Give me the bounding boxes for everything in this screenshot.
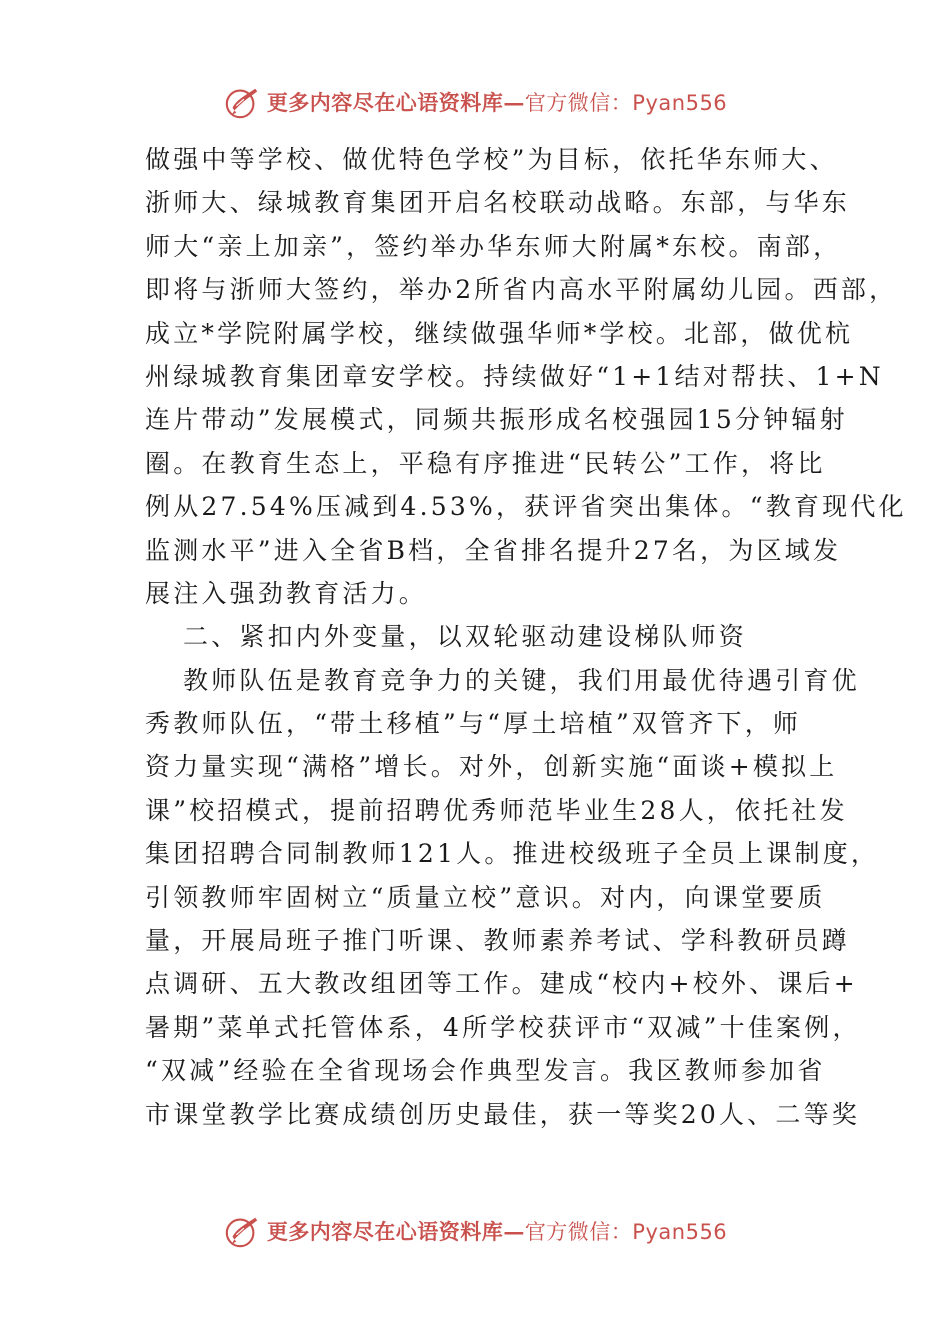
text-line: 资力量实现“满格”增长。对外，创新实施“面谈+模拟上	[145, 752, 838, 782]
text-line: 秀教师队伍，“带土移植”与“厚土培植”双管齐下，师	[145, 709, 802, 739]
footer-watermark	[0, 1211, 950, 1251]
text-line: 浙师大、绿城教育集团开启名校联动战略。东部，与华东	[145, 188, 851, 218]
watermark-brand: 更多内容尽在心语资料库	[266, 1219, 504, 1244]
document-body	[145, 138, 907, 1136]
watermark-text	[267, 1216, 727, 1246]
text-line: “双减”经验在全省现场会作典型发言。我区教师参加省	[145, 1056, 826, 1086]
text-line: 州绿城教育集团章安学校。持续做好“1+1结对帮扶、1+N	[145, 361, 884, 391]
watermark-wechat: 官方微信：Pyan556	[524, 91, 728, 115]
text-line: 做强中等学校、做优特色学校”为目标，依托华东师大、	[145, 145, 838, 174]
text-line: 暑期”菜单式托管体系，4所学校获评市“双减”十佳案例，	[145, 1012, 861, 1042]
text-line: 成立*学院附属学校，继续做强华师*学校。北部，做优杭	[145, 318, 854, 348]
text-line: 师大“亲上加亲”，签约举办华东师大附属*东校。南部，	[145, 231, 842, 261]
text-line: 展注入强劲教育活力。	[145, 578, 428, 608]
text-line: 集团招聘合同制教师121人。推进校级班子全员上课制度，	[145, 839, 880, 869]
pen-nib-logo-icon	[223, 1212, 261, 1250]
text-line: 课”校招模式，提前招聘优秀师范毕业生28人，依托社发	[145, 795, 848, 825]
watermark-brand: 更多内容尽在心语资料库	[266, 90, 504, 115]
pen-nib-logo-icon	[223, 83, 261, 121]
watermark-text	[267, 87, 727, 117]
text-line: 量，开展局班子推门听课、教师素养考试、学科教研员蹲	[145, 926, 851, 956]
text-line: 引领教师牢固树立“质量立校”意识。对内，向课堂要质	[145, 882, 826, 912]
text-line: 监测水平”进入全省B档，全省排名提升27名，为区域发	[145, 535, 842, 565]
watermark-separator: —	[503, 90, 525, 115]
text-line: 点调研、五大教改组团等工作。建成“校内+校外、课后+	[145, 969, 858, 999]
text-line: 即将与浙师大签约，举办2所省内高水平附属幼儿园。西部，	[145, 275, 898, 305]
text-line: 例从27.54%压减到4.53%，获评省突出集体。“教育现代化	[145, 492, 907, 522]
header-watermark	[0, 82, 950, 122]
section-heading: 二、紧扣内外变量，以双轮驱动建设梯队师资	[183, 622, 748, 652]
text-line: 市课堂教学比赛成绩创历史最佳，获一等奖20人、二等奖	[145, 1099, 861, 1129]
text-line: 连片带动”发展模式，同频共振形成名校强园15分钟辐射	[145, 405, 848, 435]
text-line: 圈。在教育生态上，平稳有序推进“民转公”工作，将比	[145, 448, 826, 478]
watermark-separator: —	[503, 1219, 525, 1244]
watermark-wechat: 官方微信：Pyan556	[524, 1220, 728, 1244]
text-line: 教师队伍是教育竞争力的关键，我们用最优待遇引育优	[183, 665, 860, 695]
